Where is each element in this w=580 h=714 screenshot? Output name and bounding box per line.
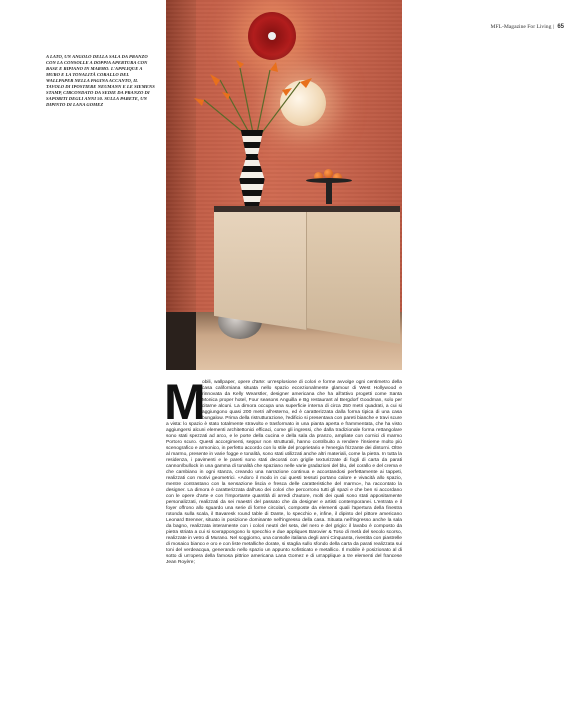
bowl-stem [326, 182, 332, 204]
running-header [490, 24, 564, 30]
photo-caption: A LATO, UN ANGOLO DELLA SALA DA PRANZO CON LA CONSOLLE A DOPPIA APERTURA CON BASE E RIPIANO IN MARMO. L'APPLIQUE A MURO E LA TONALITÀ CORALLO DEL WALLPAPER NELLA PAGINA ACCANTO, IL TAVOLO DI IPOSTIERE NEUMANN E LE SIEMENS STAMP, CIRCONDATO DA SEDIE DA PRANZO DI SAPORITI DEGLI ANNI 50. SULLA PARETE, UN DIPINTO DI LANA GOMEZ [46, 54, 155, 108]
cabinet-door-right [307, 212, 400, 344]
cabinet-marble-top [214, 206, 400, 212]
article-body [164, 374, 402, 566]
wall-lamp-icon [248, 12, 296, 60]
page-number: 65 [557, 24, 564, 30]
fruit-bowl-icon [306, 172, 352, 208]
drop-cap: M [164, 374, 206, 430]
magazine-name: MFL-Magazine For Living [490, 24, 552, 30]
header-separator: | [552, 24, 554, 30]
interior-photo [166, 0, 402, 370]
heliconia-flowers-icon [190, 60, 320, 140]
article-text: obili, wallpaper, opere d'arte: un'esplosione di colori e forme avvolge ogni centimetro della casa californiana situata nello spazio eccezionalmente glamour di West Hollywood e rinnovata da Kelly Wearstler, designer americana che ha all'attivo progetti come Santa Monica proper hotel, Four seasons Anguilla e Bg restaurant al Bergdorf Goodman, solo per citarne alcuni. La dimora occupa una superficie interna di circa 250 metri quadrati, a cui si aggiungono quasi 200 metri all'esterno, ed è caratterizzata dalla forma tipica di una casa bungalow. Prima della ristrutturazione, l'edificio si presentava con pareti bianche e travi scure a vista: lo spazio è stato totalmente stravolto e trasformato in una pianta aperta e frammentata, che ha visto aggiungersi alcuni elementi architettonici efficaci, come gli ingressi, che dalla tradizionale forma rettangolare sono stati spezzati ad arco, e le porte della cucina e della sala da pranzo, ampliate con cornici di marmo Portoro scuro. Questi accorgimenti, seppur non strutturali, hanno contribuito a rendere l'insieme molto più scenografico e armonico, in perfetto accordo con lo stile del proprietario e l'energia frizzante dei dintorni. Oltre al marmo, presente in varie fogge e tonalità, sono stati utilizzati anche altri materiali, come la pietra. In tutta la residenza, i pavimenti e le pareti sono stati decorati con griglie texturizzate di fogli di carta da parati cannon/bullock in una gamma di tonalità che spaziano nelle varie gradazioni del blu, del corallo e del crema e che cambiano in ogni stanza, creando una narrazione continua e accostandosi perfettamente ai tappeti, realizzati con motivi geometrici. «Adoro il modo in cui questi tessuti portano calore e vivacità allo spazio, mentre contrastano con la sensazione liscia e fresca delle caratteristiche del marmo», ha raccontato la designer. La dimora è caratterizzata dall'uso dei colori che percorrono tutti gli spazi e che ben si accordano con le opere d'arte e con l'importante quantità di arredi d'autore, molti dei quali sono stati appositamente personalizzati, realizzati da sei maestri del passato che da designer e artisti contemporanei. L'entrata e il foyer offrono allo sguardo una serie di forme circolari, composte da elementi quali l'apertura della finestra rotonda sulla scala, il Bavaresk round table di Dante, lo specchio e, infine, il dipinto del pittore americano Leonard Brenner, situato in posizione dominante nell'ingresso della casa. Situata nell'ingresso anche la sala da bagno, realizzata interamente con i colori neutri del seta, del nero e del grigio: il lavabo è composto da pietra striata a cui si sovrappongono lo specchio e due appliques Barovier & Toso di metà del secolo scorso, realizzate in vetro di Murano. Nel soggiorno, una consolle italiana degli anni Cinquanta, rivestita con piastrelle di mosaico bianco e oro e con liste metalliche dorate, si staglia sullo sfondo della carta da parati realizzata sui toni del verdeacqua, generando nello spazio un appunto sofisticato e metallico. Il mobile è posizionato al di sotto di un'opera della famosa pittrice americana Lana Gomez e di un'applique a tre elementi del francese Jean Royère; [166, 380, 402, 565]
marble-console-cabinet-icon [214, 206, 400, 344]
floor-shadow [166, 312, 196, 370]
cabinet-door-left [214, 212, 307, 330]
fruit-icon [324, 169, 333, 178]
